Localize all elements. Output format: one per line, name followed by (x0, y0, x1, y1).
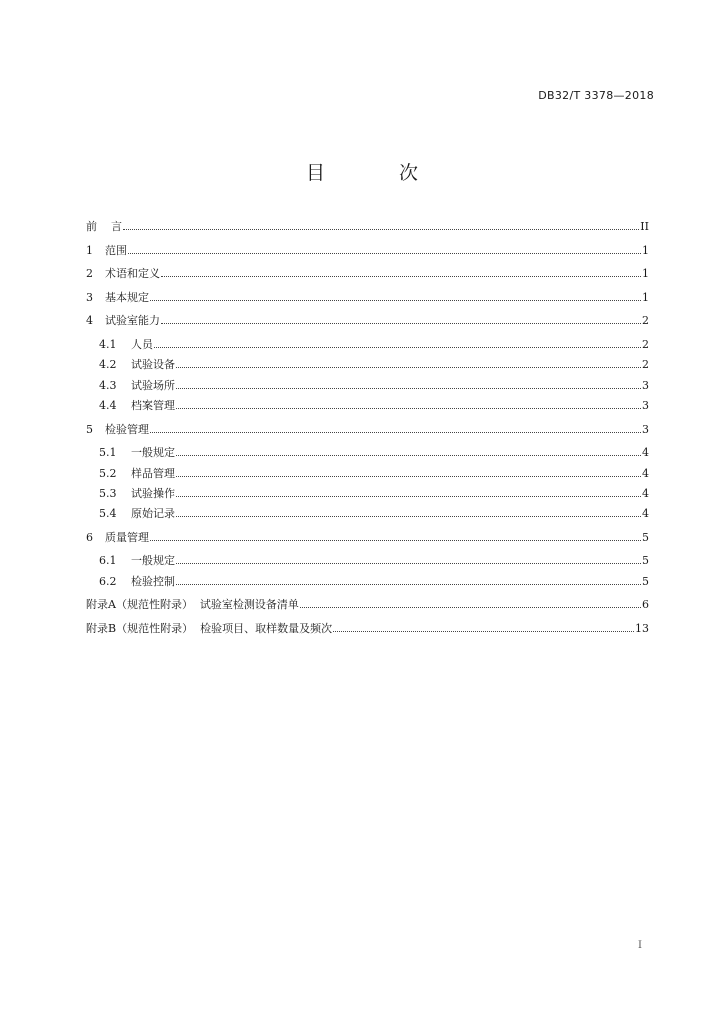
toc-entry-page: 4 (642, 466, 649, 480)
toc-entry-page: 4 (642, 446, 649, 460)
toc-entry-number: 5.3 (99, 487, 117, 500)
toc-entry-page: 5 (642, 530, 649, 544)
dot-leader (176, 408, 641, 409)
dot-leader (150, 432, 641, 433)
toc-entry-page: 1 (642, 243, 649, 257)
toc-entry-1[interactable] (86, 241, 649, 262)
toc-entry-number: 5.4 (99, 507, 117, 521)
toc-entry-page: 3 (642, 399, 649, 413)
dot-leader (176, 516, 641, 517)
toc-entry-5[interactable] (86, 420, 649, 441)
toc-entry-page: 13 (635, 621, 649, 635)
toc-entry-number: 4.3 (99, 378, 117, 392)
dot-leader (150, 540, 641, 541)
toc-entry-label: 附录A（规范性附录） 试验室检测设备清单 (86, 598, 299, 612)
dot-leader (123, 229, 639, 230)
dot-leader (176, 476, 641, 477)
toc-entry-3[interactable] (86, 288, 649, 309)
toc-entry-number: 4.2 (99, 358, 117, 372)
dot-leader (128, 253, 641, 254)
toc-entry-4-1[interactable] (86, 335, 649, 355)
toc-entry-label: 一般规定 (131, 446, 175, 460)
toc-heading: 目 次 (305, 162, 453, 184)
toc-entry-label: 基本规定 (105, 290, 149, 304)
toc-entry-number: 6 (86, 530, 93, 544)
dot-leader (176, 388, 641, 389)
toc-entry-label: 术语和定义 (105, 267, 160, 281)
toc-entry-page: 3 (642, 378, 649, 392)
toc-entry-label: 档案管理 (131, 399, 175, 413)
dot-leader (176, 563, 641, 564)
toc-entry-4-3[interactable] (86, 376, 649, 396)
toc-entry-4-2[interactable] (86, 355, 649, 375)
toc-entry-label: 附录B（规范性附录） 检验项目、取样数量及频次 (86, 621, 333, 635)
toc-entry-2[interactable] (86, 264, 649, 285)
toc-entry-label: 试验操作 (131, 487, 175, 500)
toc-entry-page: 3 (642, 422, 649, 436)
toc-entry-number: 4 (86, 314, 93, 328)
toc-entry-6[interactable] (86, 528, 649, 549)
table-of-contents (86, 217, 649, 639)
toc-entry-4[interactable] (86, 311, 649, 332)
toc-entry-number: 5.2 (99, 466, 117, 480)
toc-entry-number: 4.1 (99, 337, 117, 351)
toc-entry-page: 4 (642, 507, 649, 521)
toc-entry-label: 人员 (131, 337, 153, 351)
toc-entry-6-2[interactable] (86, 572, 649, 592)
toc-entry-number: 3 (86, 290, 93, 304)
toc-entry-number: 2 (86, 267, 93, 281)
toc-entry-page: 2 (642, 314, 649, 328)
dot-leader (176, 367, 641, 368)
toc-entry-appendix-b[interactable] (86, 619, 649, 640)
dot-leader (176, 455, 641, 456)
toc-entry-page: 4 (642, 487, 649, 500)
toc-entry-page: 6 (642, 598, 649, 612)
dot-leader (150, 300, 641, 301)
dot-leader (333, 631, 634, 632)
toc-entry-label: 样品管理 (131, 466, 175, 480)
toc-entry-5-2[interactable] (86, 464, 649, 484)
toc-entry-number: 5.1 (99, 446, 117, 460)
toc-entry-label: 试验场所 (131, 378, 175, 392)
toc-entry-label: 一般规定 (131, 554, 175, 568)
toc-entry-label: 检验控制 (131, 574, 175, 588)
toc-entry-number: 5 (86, 422, 93, 436)
toc-entry-label: 检验管理 (105, 422, 149, 436)
toc-entry-number: 4.4 (99, 399, 117, 413)
toc-entry-page: 5 (642, 554, 649, 568)
dot-leader (176, 496, 641, 497)
toc-entry-page: 1 (642, 290, 649, 304)
toc-entry-6-1[interactable] (86, 551, 649, 571)
toc-entry-5-4[interactable] (86, 504, 649, 524)
page-number: I (638, 940, 642, 951)
toc-entry-number: 6.1 (99, 554, 117, 568)
toc-entry-5-1[interactable] (86, 443, 649, 463)
toc-entry-label: 试验室能力 (105, 314, 160, 328)
toc-entry-foreword[interactable] (86, 217, 649, 238)
toc-entry-label: 试验设备 (131, 358, 175, 372)
toc-entry-4-4[interactable] (86, 396, 649, 416)
toc-entry-appendix-a[interactable] (86, 595, 649, 616)
dot-leader (176, 584, 641, 585)
dot-leader (161, 276, 641, 277)
toc-entry-page: 5 (642, 574, 649, 588)
toc-entry-page: 2 (642, 337, 649, 351)
toc-entry-page: 2 (642, 358, 649, 372)
toc-entry-page: II (640, 220, 649, 233)
toc-entry-label: 前 言 (86, 220, 122, 233)
dot-leader (161, 323, 641, 324)
document-code: DB32/T 3378—2018 (538, 89, 654, 102)
toc-entry-label: 范围 (105, 243, 127, 257)
dot-leader (300, 607, 641, 608)
toc-entry-label: 原始记录 (131, 507, 175, 521)
toc-entry-5-3[interactable] (86, 484, 649, 504)
toc-entry-page: 1 (642, 267, 649, 281)
dot-leader (154, 347, 641, 348)
toc-entry-number: 6.2 (99, 574, 117, 588)
toc-entry-number: 1 (86, 243, 93, 257)
toc-entry-label: 质量管理 (105, 530, 149, 544)
